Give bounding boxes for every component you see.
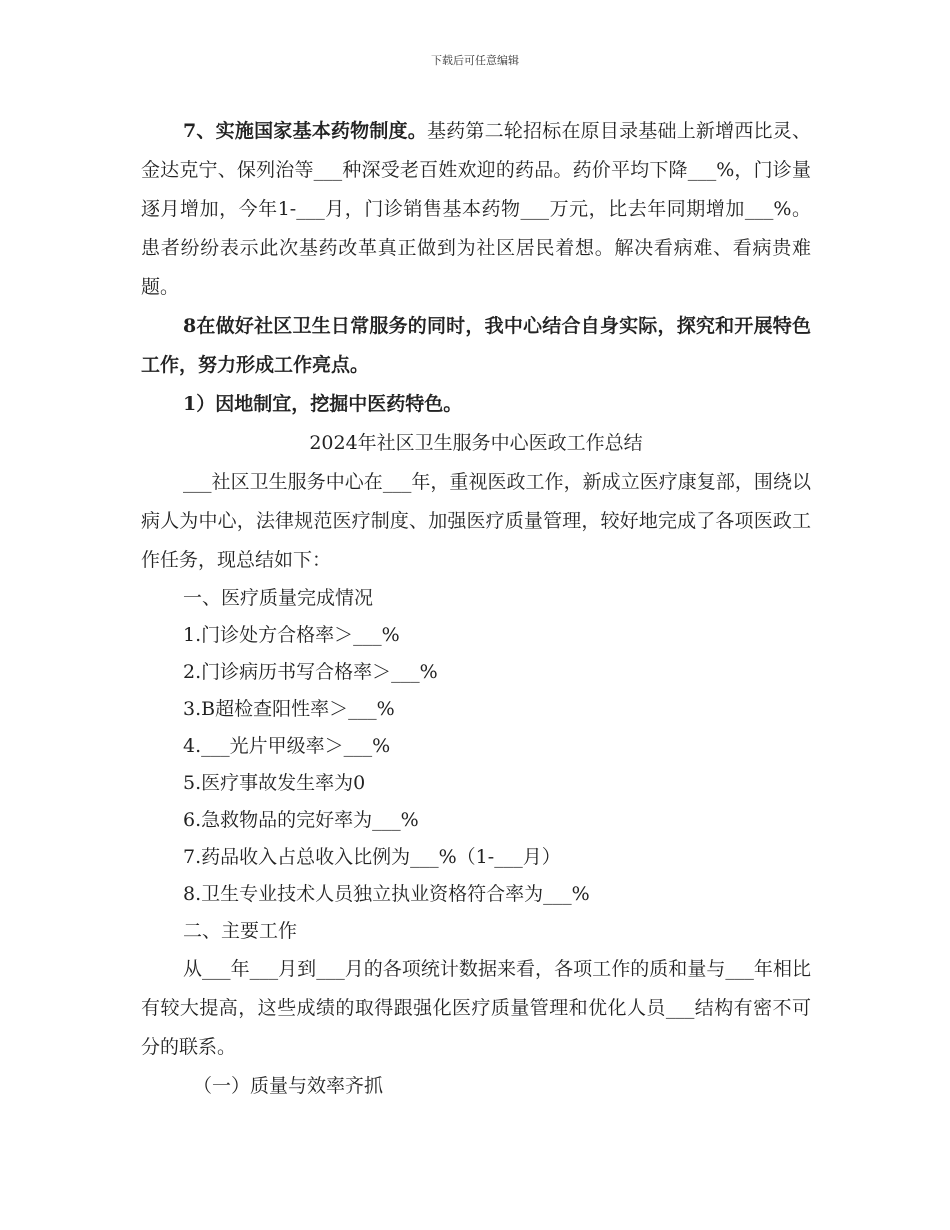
- list-item: 6.急救物品的完好率为___%: [183, 809, 419, 831]
- section-7-body: 基药第二轮招标在原目录基础上新增西比灵、金达克宁、保列治等___种深受老百姓欢迎的药品。药价平均下降___%，门诊量逐月增加，今年1-___月，门诊销售基本药物___万元，比去年同期增加___%。患者纷纷表示此次基药改革真正做到为社区居民着想。解决看病难、看病贵难题。: [141, 120, 811, 298]
- list-item: 3.B超检查阳性率＞___%: [183, 698, 395, 720]
- list-item: 8.卫生专业技术人员独立执业资格符合率为___%: [183, 883, 590, 905]
- document-body: [141, 112, 811, 1106]
- list-item: 4.___光片甲级率＞___%: [183, 735, 391, 757]
- intro-paragraph: ___社区卫生服务中心在___年，重视医政工作，新成立医疗康复部，围绕以病人为中心，法律规范医疗制度、加强医疗质量管理，较好地完成了各项医政工作任务，现总结如下：: [141, 471, 811, 571]
- list-item: 5.医疗事故发生率为0: [183, 772, 366, 794]
- list-item: 7.药品收入占总收入比例为___%（1-___月）: [183, 846, 561, 868]
- subsection-1-heading: 1）因地制宜，挖掘中医药特色。: [183, 393, 463, 415]
- work-paragraph: 从___年___月到___月的各项统计数据来看，各项工作的质和量与___年相比有较大提高，这些成绩的取得跟强化医疗质量管理和优化人员___结构有密不可分的联系。: [141, 958, 811, 1058]
- subheading-quality-efficiency: （一）质量与效率齐抓: [193, 1075, 384, 1097]
- page-header: 下载后可任意编辑: [431, 54, 519, 67]
- heading-1: 一、医疗质量完成情况: [183, 587, 374, 609]
- section-7-lead: 7、实施国家基本药物制度。: [183, 120, 427, 142]
- section-8-paragraph: 8在做好社区卫生日常服务的同时，我中心结合自身实际，探究和开展特色工作，努力形成工作亮点。: [141, 315, 811, 376]
- list-item: 2.门诊病历书写合格率＞___%: [183, 661, 438, 683]
- heading-2: 二、主要工作: [183, 920, 298, 942]
- section-7-paragraph: [141, 112, 811, 307]
- list-item: 1.门诊处方合格率＞___%: [183, 624, 400, 646]
- document-title: 2024年社区卫生服务中心医政工作总结: [309, 432, 643, 454]
